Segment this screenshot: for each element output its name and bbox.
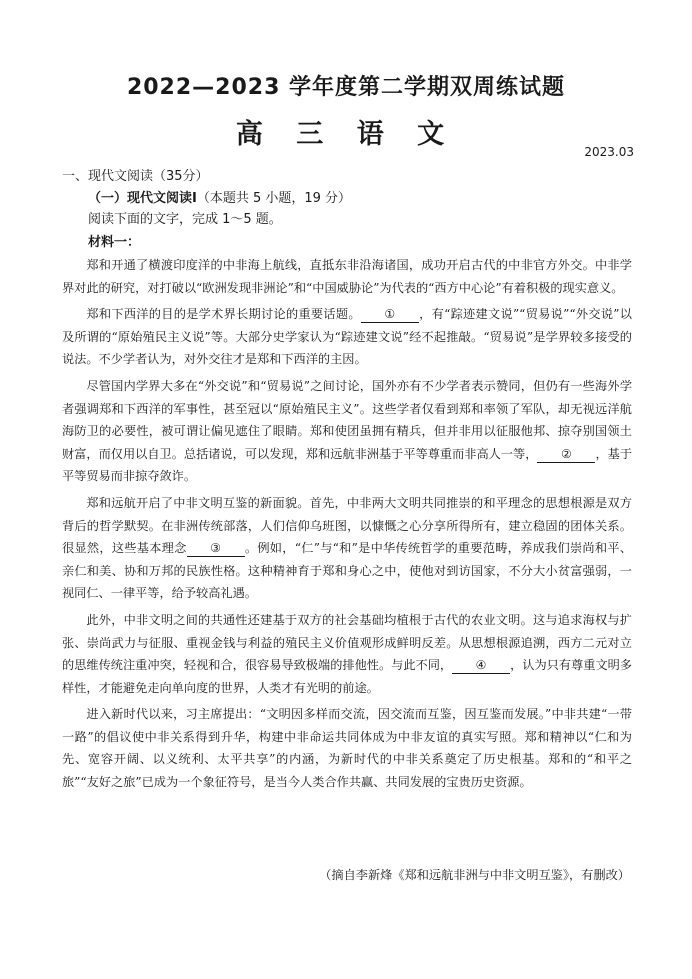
paragraph-3: 尽管国内学界大多在“外交说”和“贸易说”之间讨论，国外亦有不少学者表示赞同，但仍有一些海外学者强调郑和下西洋的军事性，甚至冠以“原始殖民主义”。这些学者仅看到郑和率领了军队，却无视远洋航海防卫的必要性，被可谓让偏见遮住了眼睛。郑和使团虽拥有精兵，但并非用以征服他邦、掠夺别国领土财富，而仅用以自卫。总括诸说，可以发现，郑和远航非洲基于平等尊重而非高人一等， ② ，基于平等贸易而非掠夺敛诈。 bbox=[62, 378, 633, 484]
subject-title: 高 三 语 文 bbox=[235, 119, 457, 150]
material-label: 材料一： bbox=[88, 235, 141, 250]
paragraph-1: 郑和开通了横渡印度洋的中非海上航线，直抵东非沿海诸国，成功开启古代的中非官方外交。中非学界对此的研究，对打破以“欧洲发现非洲论”和“中国威胁论”为代表的“西方中心论”有着积极的现实意义。 bbox=[62, 258, 632, 295]
blank-2: ② bbox=[537, 446, 595, 463]
reading-instruction: 阅读下面的文字，完成 1～5 题。 bbox=[88, 212, 282, 227]
subsection-heading bbox=[88, 187, 351, 206]
blank-4: ④ bbox=[452, 657, 510, 674]
paragraph-6: 进入新时代以来，习主席提出：“文明因多样而交流，因交流而互鉴，因互鉴而发展。”中非共建“一带一路”的倡议使中非关系得到升华，构建中非命运共同体成为中非友谊的真实写照。郑和精神以“仁和为先、宽容开阔、以义统利、太平共享”的内涵，为新时代的中非关系奠定了历史根基。郑和的“和平之旅”“友好之旅”已成为一个象征符号，是当今人类合作共赢、共同发展的宝贵历史资源。 bbox=[62, 707, 632, 790]
blank-1: ① bbox=[361, 306, 419, 323]
paragraph-5: 此外，中非文明之间的共通性还建基于双方的社会基础均植根于古代的农业文明。这与追求海权与扩张、崇尚武力与征服、重视金钱与利益的殖民主义价值观形成鲜明反差。从思想根源追溯，西方二元对立的思维传统注重冲突，轻视和合，很容易导致极端的排他性。与此不同， ④ ，认为只有尊重文明多样性，才能避免走向单向度的世界，人类才有光明的前途。 bbox=[62, 612, 633, 695]
subsection-name: （一）现代文阅读Ⅰ bbox=[88, 191, 197, 206]
subsection-note: （本题共 5 小题，19 分） bbox=[196, 191, 352, 206]
paragraph-4: 郑和远航开启了中非文明互鉴的新面貌。首先，中非两大文明共同推崇的和平理念的思想根源是双方背后的哲学默契。在非洲传统部落，人们信仰乌班图，以慷慨之心分享所得所有，建立稳固的团体关系。很显然，这些基本理念 ③ 。例如，“仁”与“和”是中华传统哲学的重要范畴，养成我们崇尚和平、亲仁和美、协和万邦的民族性格。这种精神育于郑和身心之中，使他对到访国家，不分大小贫富强弱，一视同仁、一律平等，给予较高礼遇。 bbox=[62, 495, 632, 601]
exam-title: 2022—2023 学年度第二学期双周练试题 bbox=[126, 75, 566, 100]
paragraph-2: 郑和下西洋的目的是学术界长期讨论的重要话题。 ① ，有“踪迹建文说”“贸易说”“外交说”以及所谓的“原始殖民主义说”等。大部分史学家认为“踪迹建文说”经不起推敲。“贸易说”是学界较多接受的说法。不少学者认为，对外交往才是郑和下西洋的主因。 bbox=[62, 307, 632, 367]
section-heading: 一、现代文阅读（35分） bbox=[62, 169, 209, 184]
blank-3: ③ bbox=[187, 540, 245, 557]
passage bbox=[62, 254, 632, 798]
source-citation: （摘自李新烽《郑和远航非洲与中非文明互鉴》，有删改） bbox=[319, 868, 630, 882]
exam-date: 2023.03 bbox=[584, 145, 634, 159]
